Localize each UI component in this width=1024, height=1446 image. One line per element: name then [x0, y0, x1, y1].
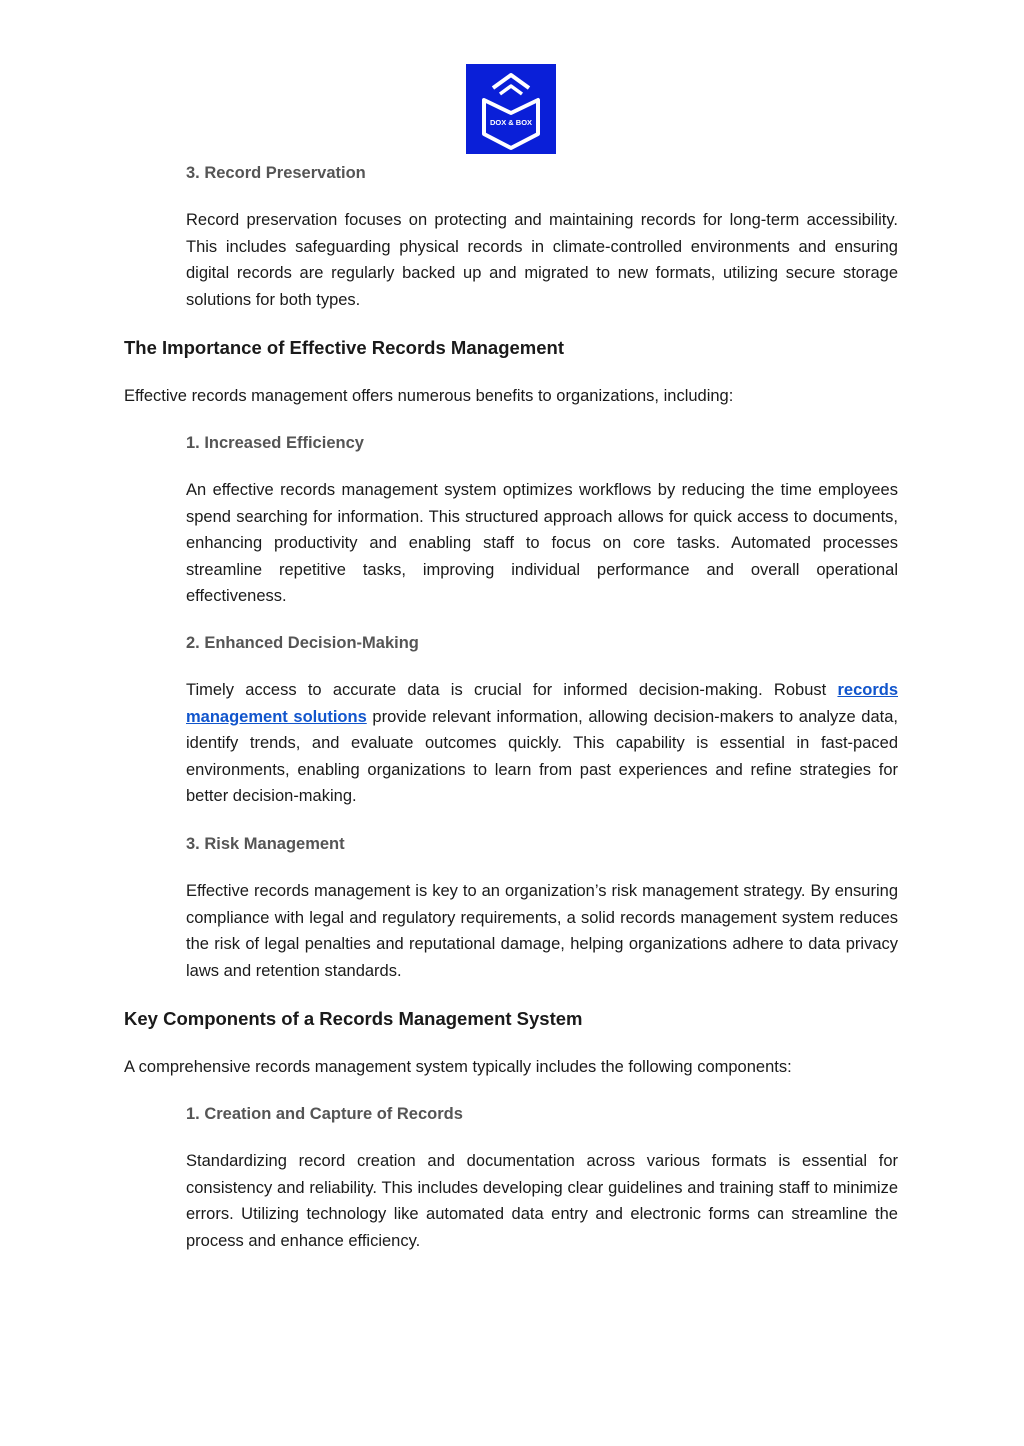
company-logo — [466, 64, 556, 154]
paragraph-text-before-link: Timely access to accurate data is crucial for informed decision-making. Robust — [186, 681, 838, 699]
heading-importance: The Importance of Effective Records Management — [124, 337, 564, 358]
logo-text: DOX & BOX — [489, 118, 533, 127]
intro-key-components: A comprehensive records management system typically includes the following components: — [124, 1058, 792, 1076]
heading-key-components: Key Components of a Records Management System — [124, 1008, 583, 1029]
paragraph-record-preservation: Record preservation focuses on protecting and maintaining records for long-term accessibility. This includes safeguarding physical records in climate-controlled environments and ensuring digital records are regularly backed up and migrated to new formats, utilizing secure storage solutions for both types. — [186, 211, 898, 309]
subheading-increased-efficiency: 1. Increased Efficiency — [186, 434, 364, 452]
paragraph-enhanced-decision-making — [186, 677, 898, 810]
paragraph-text-after-link: provide relevant information, allowing decision-makers to analyze data, identify trends, and evaluate outcomes quickly. This capability is essential in fast-paced environments, enabling organizations to learn from past experiences and refine strategies for better decision-making. — [186, 707, 898, 805]
subheading-risk-management: 3. Risk Management — [186, 835, 345, 853]
intro-importance: Effective records management offers numerous benefits to organizations, including: — [124, 387, 734, 405]
subheading-enhanced-decision-making: 2. Enhanced Decision-Making — [186, 634, 419, 652]
paragraph-increased-efficiency: An effective records management system optimizes workflows by reducing the time employees spend searching for information. This structured approach allows for quick access to documents, enhancing productivity and enabling staff to focus on core tasks. Automated processes streamline repetitive tasks, improving individual performance and overall operational effectiveness. — [186, 481, 898, 605]
subheading-creation-capture: 1. Creation and Capture of Records — [186, 1105, 463, 1123]
subheading-record-preservation: 3. Record Preservation — [186, 164, 366, 182]
dox-box-logo-icon — [466, 64, 556, 154]
paragraph-risk-management: Effective records management is key to an organization’s risk management strategy. By ensuring compliance with legal and regulatory requirements, a solid records management system reduces the risk of legal penalties and reputational damage, helping organizations adhere to data privacy laws and retention standards. — [186, 882, 898, 980]
paragraph-creation-capture: Standardizing record creation and documentation across various formats is essential for consistency and reliability. This includes developing clear guidelines and training staff to minimize errors. Utilizing technology like automated data entry and electronic forms can streamline the process and enhance efficiency. — [186, 1152, 898, 1250]
records-management-solutions-link[interactable]: records management solutions — [186, 681, 898, 726]
